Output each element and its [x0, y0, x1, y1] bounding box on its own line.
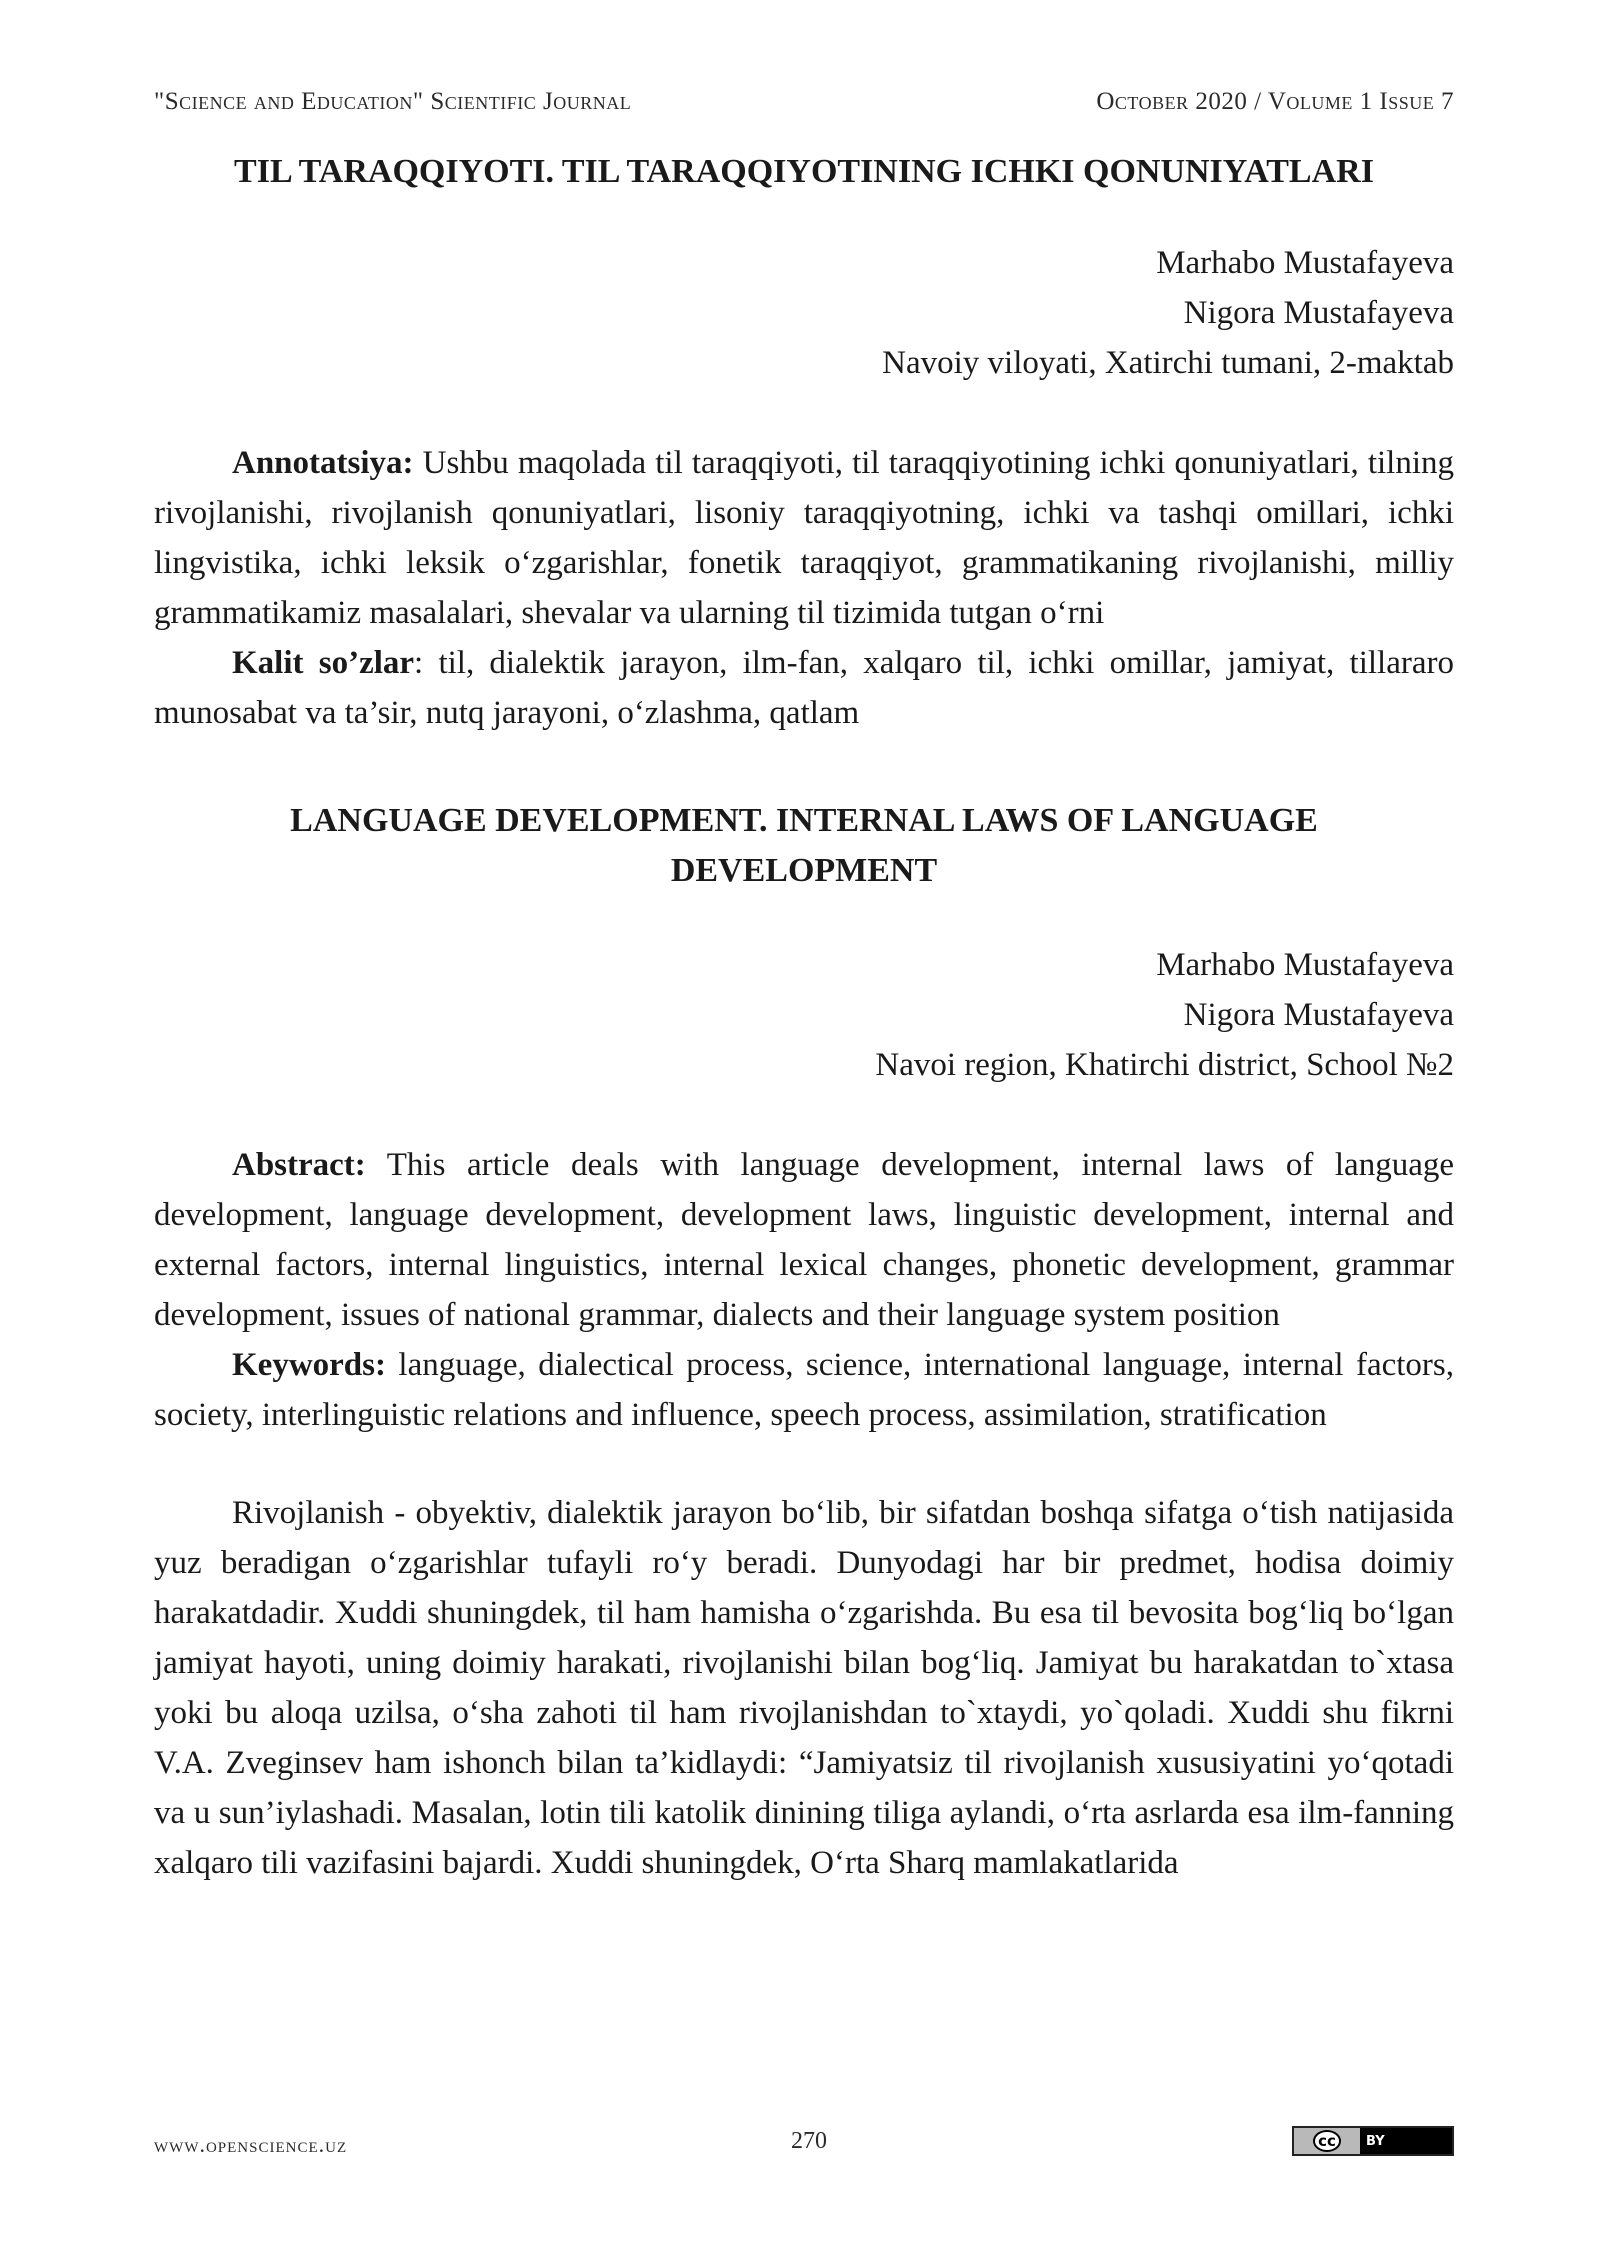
en-title: LANGUAGE DEVELOPMENT. INTERNAL LAWS OF LANGUAGE DEVELOPMENT: [290, 802, 1318, 889]
uz-keywords-label: Kalit so’zlar: [232, 645, 415, 681]
uz-keywords-text: : til, dialektik jarayon, ilm-fan, xalqaro til, ichki omillar, jamiyat, tillararo munosabat va ta’sir, nutq jarayoni, o‘zlashma, qatlam: [154, 645, 1454, 731]
issue-info: October 2020 / Volume 1 Issue 7: [1096, 88, 1454, 115]
en-keywords-label: Keywords:: [232, 1347, 386, 1383]
uz-keywords: [154, 638, 1454, 738]
uz-author-block: [154, 238, 1454, 388]
en-affiliation: Navoi region, Khatirchi district, School №2: [875, 1047, 1454, 1083]
uz-affiliation: Navoiy viloyati, Xatirchi tumani, 2-maktab: [882, 345, 1454, 381]
journal-website-link[interactable]: www.openscience.uz: [154, 2132, 348, 2157]
uz-abstract-label: Annotatsiya:: [232, 445, 414, 481]
en-abstract: [154, 1140, 1454, 1340]
cc-logo-icon: [1294, 2128, 1360, 2154]
en-author-2: Nigora Mustafayeva: [1183, 997, 1454, 1033]
uz-author-2: Nigora Mustafayeva: [1183, 295, 1454, 331]
cc-logo-text: cc: [1313, 2130, 1341, 2152]
cc-by-license-icon[interactable]: [1292, 2126, 1454, 2156]
running-header: [154, 88, 1454, 116]
body-paragraph: Rivojlanish - obyektiv, dialektik jarayon bo‘lib, bir sifatdan boshqa sifatga o‘tish natijasida yuz beradigan o‘zgarishlar tufayli ro‘y beradi. Dunyodagi har bir predmet, hodisa doimiy harakatdadir. Xuddi shuningdek, til ham hamisha o‘zgarishda. Bu esa til bevosita bog‘liq bo‘lgan jamiyat hayoti, uning doimiy harakati, rivojlanishi bilan bog‘liq. Jamiyat bu harakatdan to`xtasa yoki bu aloqa uzilsa, o‘sha zahoti til ham rivojlanishdan to`xtaydi, yo`qoladi. Xuddi shu fikrni V.A. Zveginsev ham ishonch bilan ta’kidlaydi: “Jamiyatsiz til rivojlanish xususiyatini yo‘qotadi va u sun’iylashadi. Masalan, lotin tili katolik dinining tiliga aylandi, o‘rta asrlarda esa ilm-fanning xalqaro tili vazifasini bajardi. Xuddi shuningdek, O‘rta Sharq mamlakatlarida: [154, 1495, 1454, 1881]
uz-abstract: [154, 438, 1454, 638]
en-abstract-label: Abstract:: [232, 1147, 366, 1183]
en-keywords: [154, 1340, 1454, 1440]
journal-name: "Science and Education" Scientific Journal: [154, 88, 632, 115]
license-by-label: BY: [1366, 2133, 1385, 2149]
en-author-1: Marhabo Mustafayeva: [1156, 947, 1454, 983]
page-number: 270: [791, 2128, 827, 2154]
page-footer: [154, 2128, 1454, 2168]
en-abstract-text: This article deals with language development, internal laws of language development, language development, development laws, linguistic development, internal and external factors, internal linguistics, internal lexical changes, phonetic development, grammar development, issues of national grammar, dialects and their language system position: [154, 1147, 1454, 1333]
main-content: [154, 150, 1454, 1888]
uz-title: TIL TARAQQIYOTI. TIL TARAQQIYOTINING ICHKI QONUNIYATLARI: [234, 153, 1374, 190]
uz-author-1: Marhabo Mustafayeva: [1156, 245, 1454, 281]
en-keywords-text: language, dialectical process, science, international language, internal factors, society, interlinguistic relations and influence, speech process, assimilation, stratification: [154, 1347, 1454, 1433]
uz-abstract-text: Ushbu maqolada til taraqqiyoti, til taraqqiyotining ichki qonuniyatlari, tilning rivojlanishi, rivojlanish qonuniyatlari, lisoniy taraqqiyotning, ichki va tashqi omillari, ichki lingvistika, ichki leksik o‘zgarishlar, fonetik taraqqiyot, grammatikaning rivojlanishi, milliy grammatikamiz masalalari, shevalar va ularning til tizimida tutgan o‘rni: [154, 445, 1454, 631]
en-author-block: [154, 940, 1454, 1090]
